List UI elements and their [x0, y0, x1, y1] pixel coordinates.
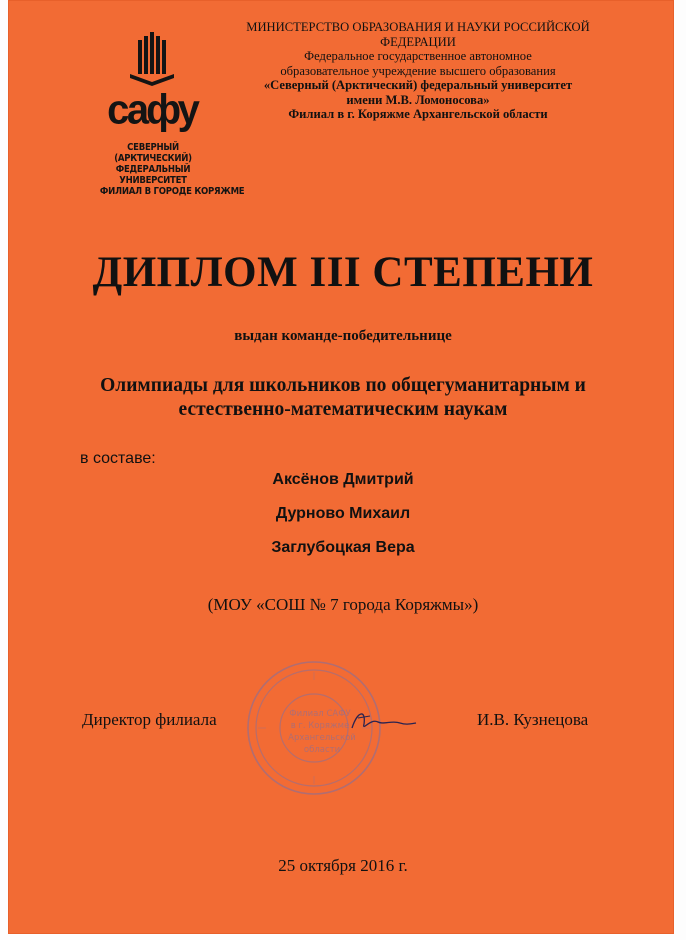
event-line: Олимпиады для школьников по общегуманитарным и [100, 375, 586, 396]
logo-line: ФЕДЕРАЛЬНЫЙ [115, 164, 191, 175]
team-members [0, 468, 686, 570]
university-name: «Северный (Арктический) федеральный университет [263, 78, 573, 92]
team-member: Заглубоцкая Вера [271, 539, 415, 556]
team-member: Дурново Михаил [275, 505, 411, 522]
issuer-header [208, 20, 628, 122]
school-name: (МОУ «СОШ № 7 города Коряжмы») [207, 595, 479, 614]
signatory-name: И.В. Кузнецова [477, 710, 589, 729]
issued-to: выдан команде-победительнице [234, 328, 452, 344]
team-member: Аксёнов Дмитрий [272, 471, 414, 488]
stamp-text: области [303, 745, 341, 755]
stamp-text: Архангельской [288, 733, 356, 743]
event-name [40, 374, 646, 422]
header-line: образовательное учреждение высшего образования [280, 63, 556, 78]
logo-wordmark: сафу [107, 86, 197, 134]
stamp-text: Филиал САФУ [289, 709, 351, 719]
event-line: естественно-математическим наукам [178, 399, 508, 420]
logo-caption [99, 142, 245, 197]
logo-line: УНИВЕРСИТЕТ [119, 175, 187, 186]
logo-line: ФИЛИАЛ В ГОРОДЕ КОРЯЖМЕ [99, 186, 245, 197]
logo-line: (АРКТИЧЕСКИЙ) [114, 153, 192, 164]
branch-name: Филиал в г. Коряжме Архангельской области [288, 107, 548, 121]
logo-line: СЕВЕРНЫЙ [127, 142, 179, 153]
university-name-cont: имени М.В. Ломоносова» [346, 92, 490, 107]
university-logo [94, 30, 245, 200]
diploma-title: ДИПЛОМ III СТЕПЕНИ [92, 249, 594, 296]
book-icon [94, 30, 214, 90]
team-label: в составе: [80, 450, 156, 467]
ministry-line: МИНИСТЕРСТВО ОБРАЗОВАНИЯ И НАУКИ РОССИЙСКОЙ ФЕДЕРАЦИИ [246, 20, 590, 49]
stamp-text: в г. Коряжме [290, 721, 350, 731]
director-signature [348, 706, 418, 736]
header-line: Федеральное государственное автономное [304, 49, 532, 63]
issue-date: 25 октября 2016 г. [278, 856, 408, 875]
signatory-role: Директор филиала [82, 710, 217, 729]
